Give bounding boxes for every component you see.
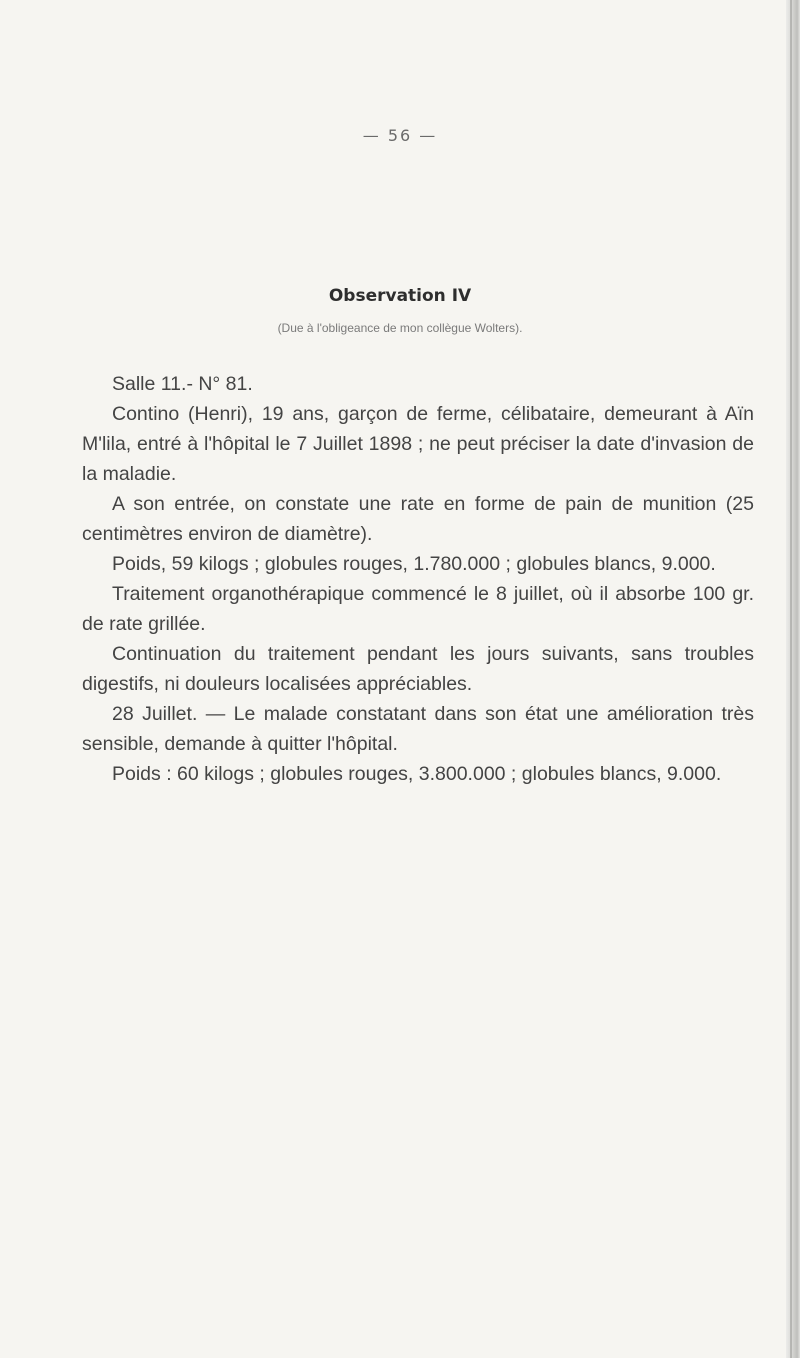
observation-subtitle: (Due à l'obligeance de mon collègue Wolters).: [277, 321, 523, 335]
paragraph-treatment: Traitement organothérapique commencé le 8 juillet, où il absorbe 100 gr. de rate grillée.: [82, 583, 754, 635]
paragraph-continuation: Continuation du traitement pendant les jours suivants, sans troubles digestifs, ni douleurs localisées appréciables.: [82, 643, 754, 695]
paragraph-admission: A son entrée, on constate une rate en forme de pain de munition (25 centimètres environ de diamètre).: [82, 493, 754, 545]
page-edge-shadow: [786, 0, 800, 1358]
paragraph-room: Salle 11.- N° 81.: [112, 373, 253, 395]
observation-body: [82, 369, 754, 789]
observation-title: Observation IV: [328, 286, 472, 306]
paragraph-final-weight: Poids : 60 kilogs ; globules rouges, 3.800.000 ; globules blancs, 9.000.: [112, 763, 722, 785]
page-number: — 56 —: [362, 126, 438, 145]
paragraph-patient: Contino (Henri), 19 ans, garçon de ferme, célibataire, demeurant à Aïn M'lila, entré à l'hôpital le 7 Juillet 1898 ; ne peut préciser la date d'invasion de la maladie.: [82, 403, 754, 485]
paragraph-initial-weight: Poids, 59 kilogs ; globules rouges, 1.780.000 ; globules blancs, 9.000.: [112, 553, 716, 575]
paragraph-discharge: 28 Juillet. — Le malade constatant dans son état une amélioration très sensible, demande à quitter l'hôpital.: [82, 703, 754, 755]
